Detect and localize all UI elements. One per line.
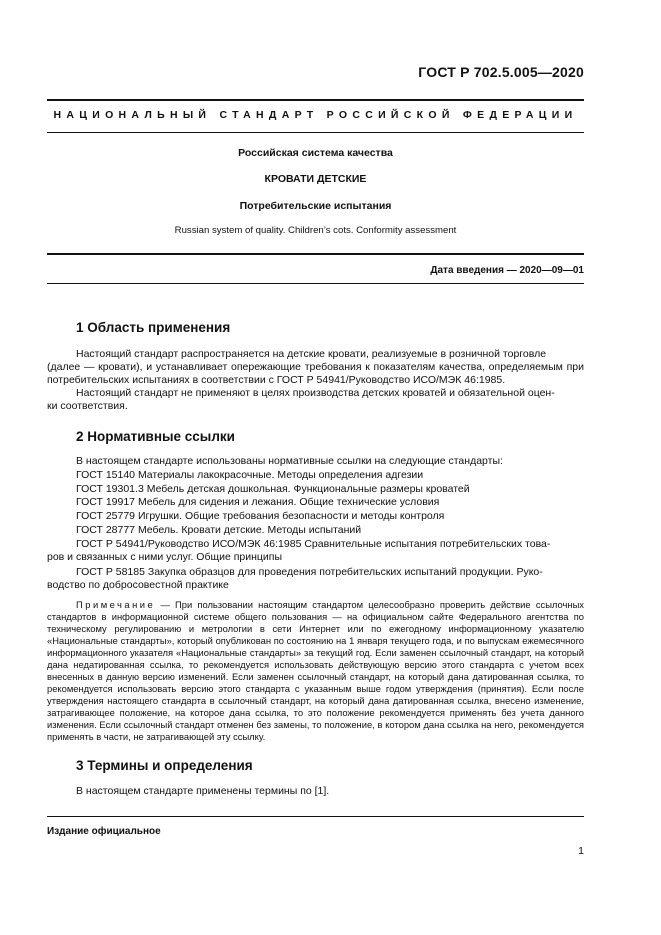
section-1-heading: 1 Область применения <box>76 320 231 335</box>
official-edition-label: Издание официальное <box>47 826 161 837</box>
section-3-text: В настоящем стандарте применены термины по [1]. <box>76 785 330 797</box>
reference-item-continuation: водство по добросовестной практике <box>47 579 229 591</box>
series-title: Российская система качества <box>238 147 393 159</box>
section-2-heading: 2 Нормативные ссылки <box>76 429 235 444</box>
section-1-paragraph-1-rest: (далее — кровати), и устанавливает опережающие требования к показателям качества, определяемым при потребительских испытаниях в соответствии с ГОСТ Р 54941/Руководство ИСО/МЭК 46:1985. <box>47 361 584 386</box>
section-1-paragraph-1-first-line: Настоящий стандарт распространяется на детские кровати, реализуемые в розничной торговле <box>76 348 547 360</box>
reference-item: ГОСТ 28777 Мебель. Кровати детские. Методы испытаний <box>76 524 362 536</box>
references-intro: В настоящем стандарте использованы нормативные ссылки на следующие стандарты: <box>76 455 503 467</box>
reference-item-continuation: ров и связанных с ними услуг. Общие принципы <box>47 551 283 563</box>
document-title: КРОВАТИ ДЕТСКИЕ <box>264 173 367 185</box>
national-standard-banner: НАЦИОНАЛЬНЫЙ СТАНДАРТ РОССИЙСКОЙ ФЕДЕРАЦИИ <box>53 109 578 121</box>
date-rule <box>47 283 584 284</box>
reference-item: ГОСТ 19917 Мебель для сидения и лежания. Общие технические условия <box>76 496 440 508</box>
reference-item: ГОСТ 19301.3 Мебель детская дошкольная. Функциональные размеры кроватей <box>76 483 470 495</box>
reference-item: ГОСТ 15140 Материалы лакокрасочные. Методы определения адгезии <box>76 469 424 481</box>
title-rule <box>47 253 584 255</box>
top-rule <box>47 99 584 101</box>
standard-code: ГОСТ Р 702.5.005—2020 <box>418 64 584 80</box>
reference-item-first-line: ГОСТ Р 54941/Руководство ИСО/МЭК 46:1985 Сравнительные испытания потребительских това- <box>76 538 551 550</box>
effective-date: Дата введения — 2020—09—01 <box>430 265 584 276</box>
section-1-paragraph-2-rest: ки соответствия. <box>47 400 128 412</box>
section-1-paragraph-2-first-line: Настоящий стандарт не применяют в целях производства детских кроватей и обязательной оцен- <box>76 387 555 399</box>
references-note <box>47 599 584 743</box>
note-text: — При пользовании настоящим стандартом целесообразно проверить действие ссылочных стандартов в информационной системе общего пользования — на официальном сайте Федерального агентства по техническому регулированию и метрологии в сети Интернет или по ежегодному информационному указателю «Национальные стандарты», который опубликован по состоянию на 1 января текущего года, и по выпускам ежемесячного информационного указателя «Национальные стандарты» за текущий год. Если заменен ссылочный стандарт, на который дана недатированная ссылка, то рекомендуется использовать действующую версию этого стандарта с учетом всех внесенных в данную версию изменений. Если заменен ссылочный стандарт, на который дана датированная ссылка, то рекомендуется использовать версию этого стандарта с указанным выше годом утверждения (принятия). Если после утверждения настоящего стандарта в ссылочный стандарт, на который дана датированная ссылка, внесено изменение, затрагивающее положение, на которое дана ссылка, то это положение рекомендуется применять без учета данного изменения. Если ссылочный стандарт отменен без замены, то положение, в котором дана ссылка на него, рекомендуется применять в части, не затрагивающей эту ссылку. <box>47 599 584 742</box>
banner-rule <box>47 132 584 133</box>
section-3-heading: 3 Термины и определения <box>76 758 253 773</box>
footer-rule <box>47 816 584 817</box>
reference-item-first-line: ГОСТ Р 58185 Закупка образцов для проведения потребительских испытаний продукции. Руко- <box>76 566 543 578</box>
note-label: Примечание <box>76 599 156 610</box>
reference-item: ГОСТ 25779 Игрушки. Общие требования безопасности и методы контроля <box>76 510 445 522</box>
page-number: 1 <box>578 845 584 857</box>
document-subtitle: Потребительские испытания <box>239 200 392 212</box>
english-title: Russian system of quality. Children’s cots. Conformity assessment <box>174 225 457 236</box>
